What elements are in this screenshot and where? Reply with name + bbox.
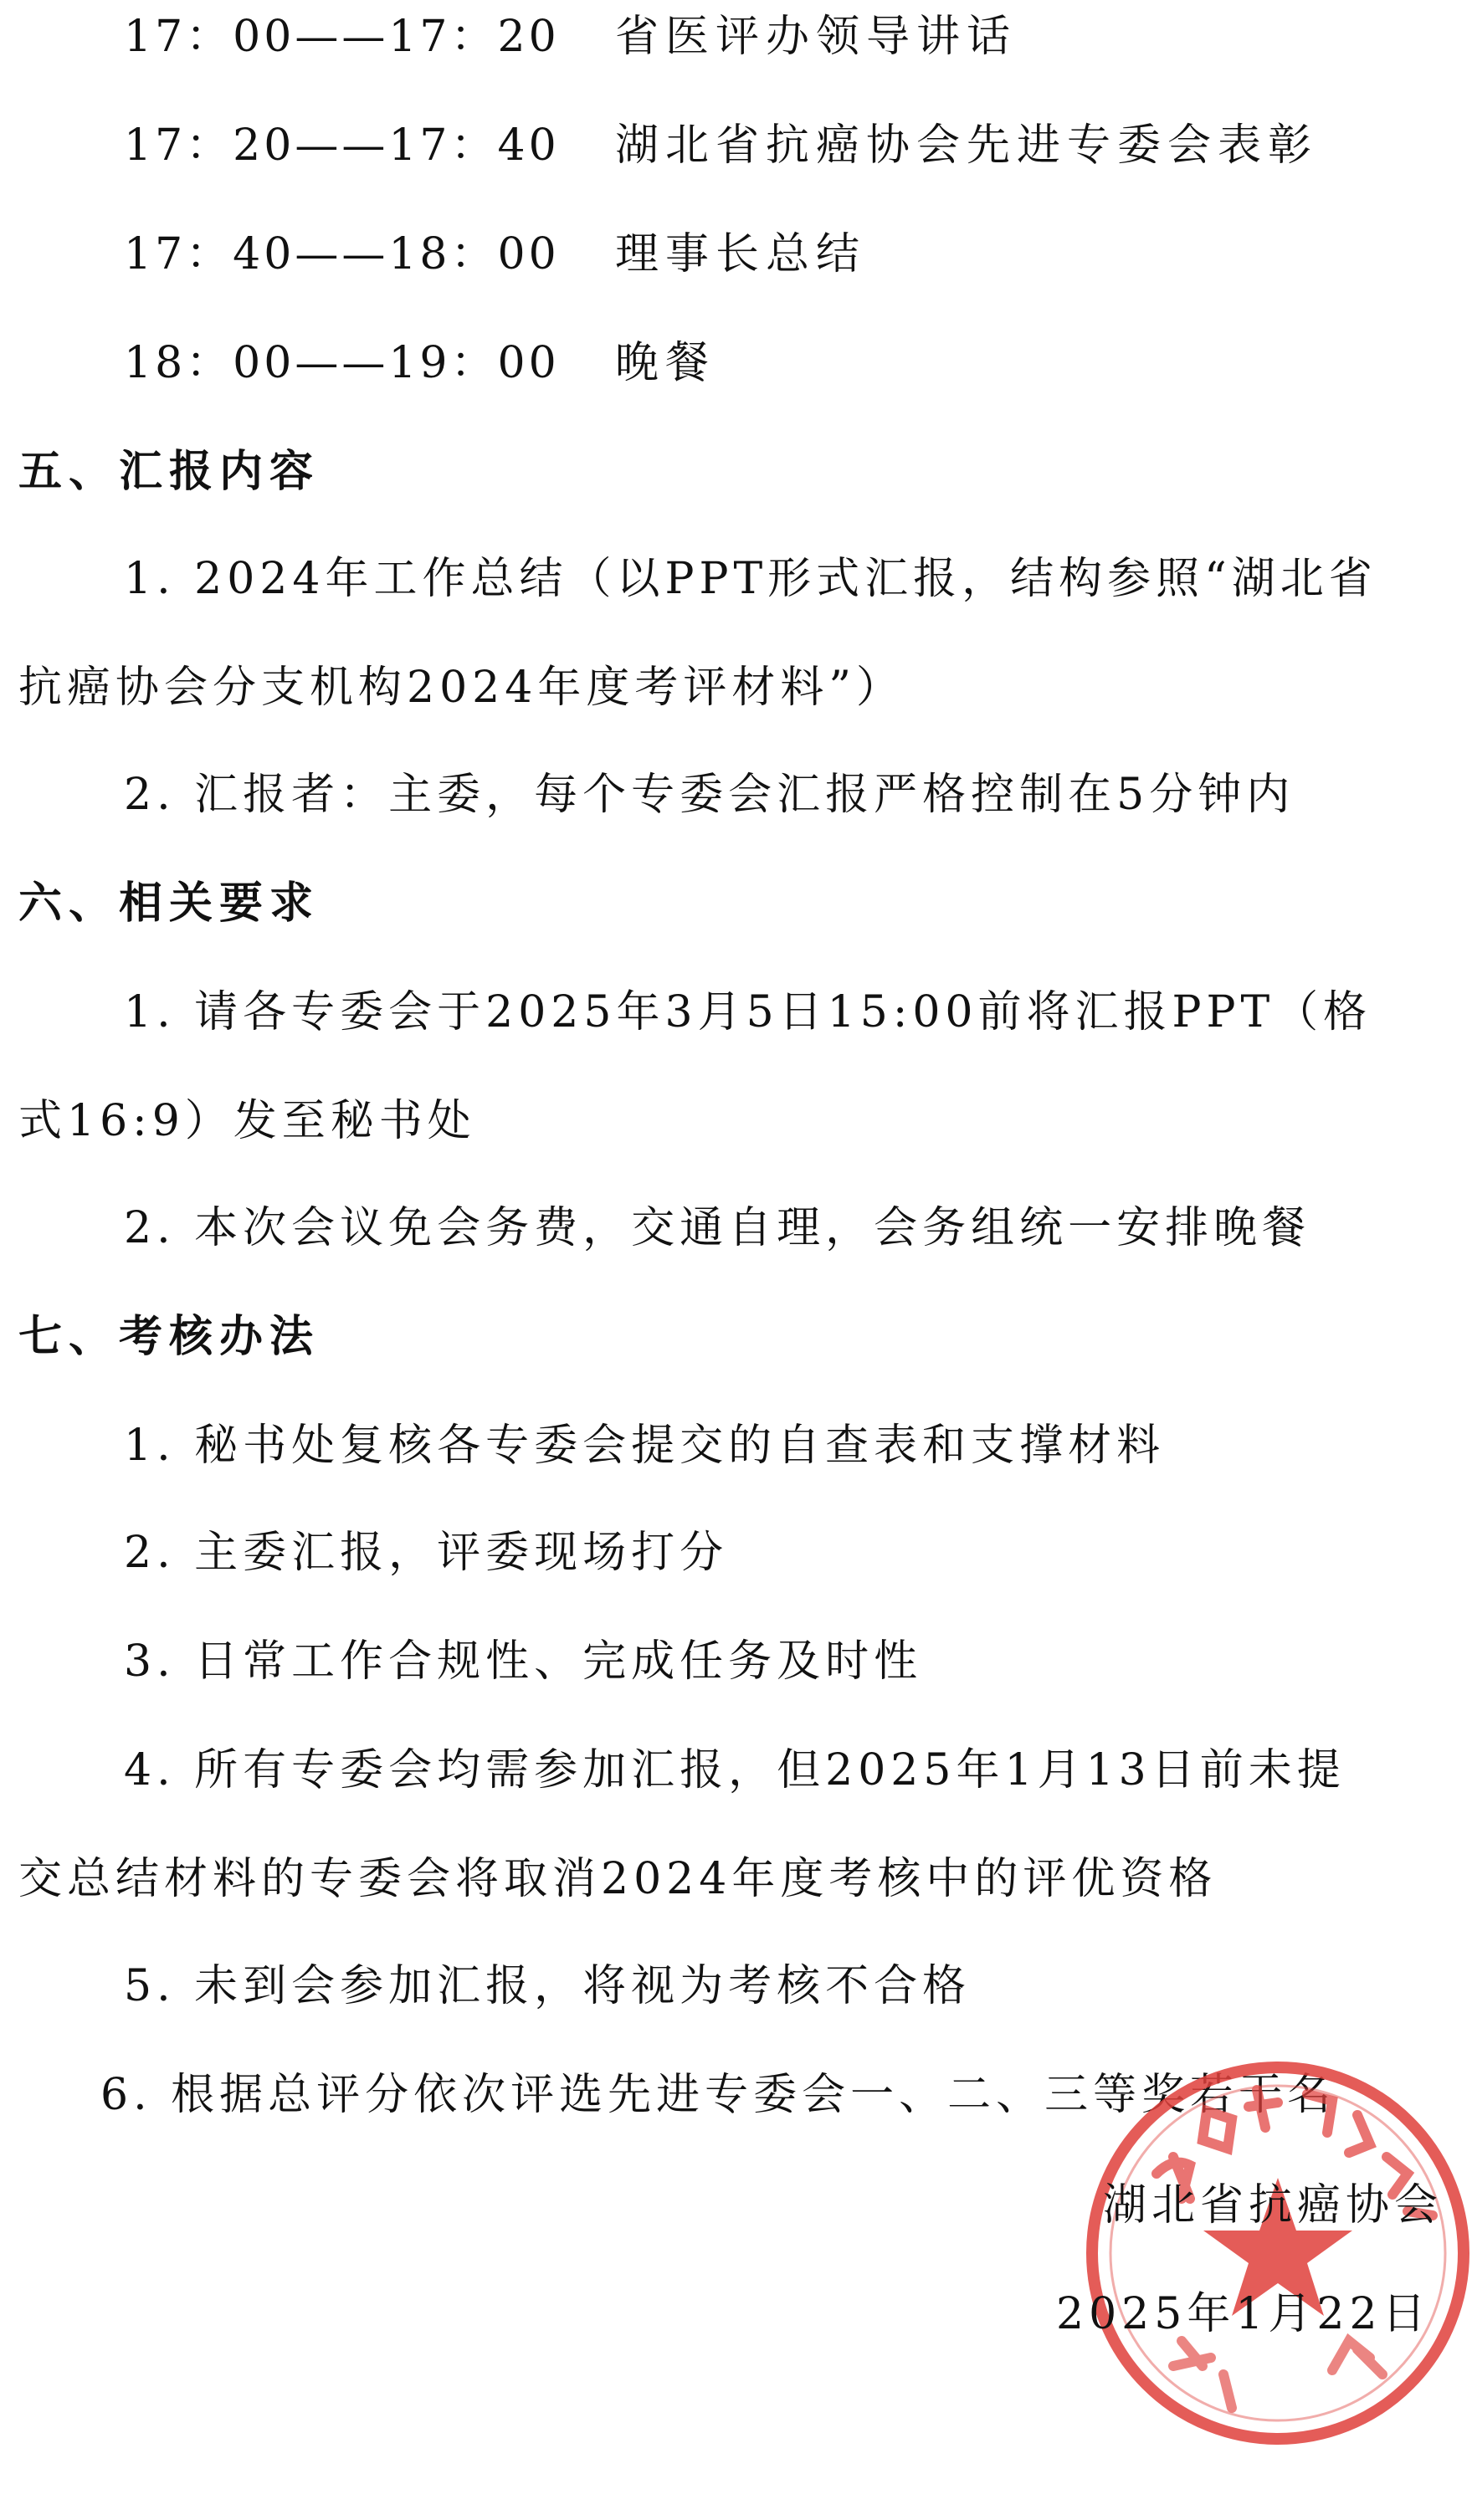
section-heading: 五、汇报内容 xyxy=(18,447,321,497)
section-heading: 六、相关要求 xyxy=(18,878,321,929)
paragraph-line: 1. 请各专委会于2025年3月5日15:00前将汇报PPT（格 xyxy=(124,987,1372,1037)
paragraph-line: 式16:9）发至秘书处 xyxy=(18,1096,476,1146)
paragraph-line: 3. 日常工作合规性、完成任务及时性 xyxy=(124,1636,923,1687)
official-seal-stamp xyxy=(1056,2031,1472,2466)
paragraph-line: 2. 主委汇报，评委现场打分 xyxy=(124,1528,729,1578)
signature-date: 2025年1月22日 xyxy=(1056,2289,1431,2339)
paragraph-line: 2. 汇报者：主委，每个专委会汇报严格控制在5分钟内 xyxy=(124,770,1295,820)
schedule-item: 湖北省抗癌协会先进专委会表彰 xyxy=(615,120,1319,171)
paragraph-line: 6. 根据总评分依次评选先进专委会一、二、三等奖若干名 xyxy=(100,2070,1336,2120)
section-heading: 七、考核办法 xyxy=(18,1312,321,1362)
schedule-time: 18：00——19：00 xyxy=(124,338,560,388)
paragraph-line: 交总结材料的专委会将取消2024年度考核中的评优资格 xyxy=(18,1854,1218,1904)
schedule-item: 省医评办领导讲话 xyxy=(615,12,1018,62)
schedule-item: 晚餐 xyxy=(615,338,716,388)
paragraph-line: 2. 本次会议免会务费，交通自理，会务组统一安排晚餐 xyxy=(124,1203,1311,1253)
schedule-time: 17：40——18：00 xyxy=(124,229,560,279)
paragraph-line: 5. 未到会参加汇报，将视为考核不合格 xyxy=(124,1961,972,2011)
signature-organization: 湖北省抗癌协会 xyxy=(1103,2180,1444,2231)
paragraph-line: 1. 秘书处复核各专委会提交的自查表和支撑材料 xyxy=(124,1421,1166,1471)
schedule-time: 17：00——17：20 xyxy=(124,12,560,62)
paragraph-line: 4. 所有专委会均需参加汇报，但2025年1月13日前未提 xyxy=(124,1745,1346,1795)
schedule-time: 17：20——17：40 xyxy=(124,120,560,171)
schedule-item: 理事长总结 xyxy=(615,229,867,279)
paragraph-line: 抗癌协会分支机构2024年度考评材料”） xyxy=(18,663,905,713)
paragraph-line: 1. 2024年工作总结（以PPT形式汇报，结构参照“湖北省 xyxy=(124,554,1377,604)
